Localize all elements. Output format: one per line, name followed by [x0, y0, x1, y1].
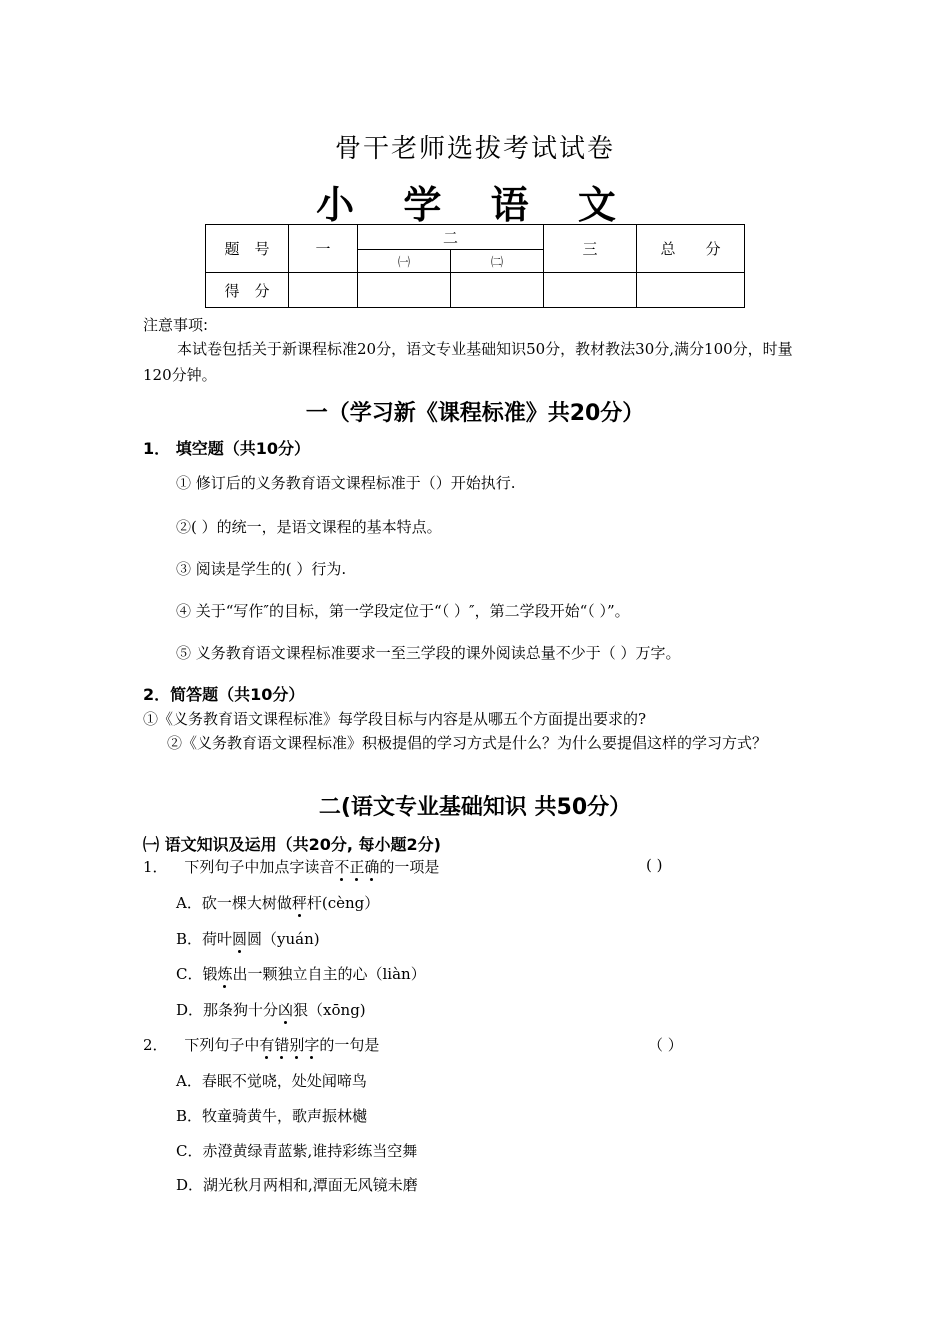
option-text: 圆（yuán)	[247, 930, 320, 948]
short-question-2: ②《义务教育语文课程标准》积极提倡的学习方式是什么？为什么要提倡这样的学习方式？	[167, 734, 768, 752]
score-table-header-2: 二	[358, 225, 544, 250]
question-1-option-a	[176, 892, 379, 913]
section1-title: 一（学习新《课程标准》共20分）	[305, 401, 645, 426]
option-text: A．砍一棵大树做	[176, 894, 292, 912]
question-2-text-post: 的一句是	[319, 1036, 380, 1054]
emphasis-dotted-char: 别	[289, 1036, 305, 1054]
emphasis-dotted-char: 字	[304, 1036, 320, 1054]
score-table-header-2b: ㈡	[451, 250, 544, 273]
question-2-option-a: A．春眠不觉哓，处处闻啼鸟	[176, 1072, 367, 1090]
question-2	[143, 1034, 379, 1055]
question-2-option-c: C．赤澄黄绿青蓝紫,谁持彩练当空舞	[176, 1142, 418, 1160]
option-text: 出一颗独立自主的心（liàn）	[232, 965, 426, 983]
question-2-option-b: B．牧童骑黄牛，歌声振林樾	[176, 1107, 368, 1125]
question-2-option-d: D．湖光秋月两相和,潭面无风镜未磨	[176, 1176, 418, 1194]
score-table-row-label: 得 分	[206, 273, 289, 308]
question-1-dotted	[334, 858, 379, 876]
score-table-header-tihao: 题 号	[206, 225, 289, 273]
emphasis-dotted-char: 错	[274, 1036, 290, 1054]
option-dotted-char: 秤	[291, 894, 307, 912]
option-dotted-char: 凶	[278, 1001, 294, 1019]
emphasis-dotted-char: 不	[334, 858, 350, 876]
question-2-text-pre: 下列句子中	[184, 1036, 260, 1054]
section2-part1-title: ㈠ 语文知识及运用（共20分, 每小题2分)	[143, 835, 441, 854]
option-text: D．那条狗十分	[176, 1001, 279, 1019]
score-cell-2b[interactable]	[451, 273, 544, 308]
score-table-header-2a: ㈠	[358, 250, 451, 273]
question-1-option-b	[176, 928, 320, 949]
score-cell-1[interactable]	[289, 273, 358, 308]
fill-item-3: ③ 阅读是学生的( ）行为.	[176, 560, 347, 578]
question-2-number: 2．	[143, 1036, 168, 1054]
question-1	[143, 856, 439, 877]
exam-title: 骨干老师选拔考试试卷	[334, 134, 615, 164]
short-question-1: ①《义务教育语文课程标准》每学段目标与内容是从哪五个方面提出要求的?	[143, 710, 647, 728]
emphasis-dotted-char: 有	[259, 1036, 275, 1054]
score-cell-3[interactable]	[544, 273, 637, 308]
section1-part2-title: 2．简答题（共10分）	[143, 685, 305, 704]
fill-item-1: ① 修订后的义务教育语文课程标准于（）开始执行.	[176, 474, 516, 492]
question-1-number: 1．	[143, 858, 168, 876]
exam-subject: 小 学 语 文	[316, 183, 634, 227]
notice-heading: 注意事项:	[143, 316, 209, 334]
question-2-answer-paren[interactable]: （ ）	[648, 1036, 683, 1054]
option-text: B．荷叶	[176, 930, 233, 948]
fill-item-5: ⑤ 义务教育语文课程标准要求一至三学段的课外阅读总量不少于（ ）万字。	[176, 644, 681, 662]
question-1-answer-paren[interactable]: ( )	[646, 856, 663, 874]
score-table-header-total: 总 分	[637, 225, 745, 273]
question-1-option-c	[176, 963, 426, 984]
option-dotted-char: 圆	[232, 930, 248, 948]
section1-part1-title: 1． 填空题（共10分）	[143, 439, 310, 458]
question-1-text-post: 的一项是	[379, 858, 440, 876]
score-cell-total[interactable]	[637, 273, 745, 308]
question-1-text-pre: 下列句子中加点字读音	[184, 858, 335, 876]
score-table	[205, 224, 745, 308]
question-1-option-d	[176, 999, 366, 1020]
emphasis-dotted-char: 正	[349, 858, 365, 876]
fill-item-2: ②( ）的统一，是语文课程的基本特点。	[176, 518, 442, 536]
option-text: 狠（xōng)	[293, 1001, 366, 1019]
score-cell-2a[interactable]	[358, 273, 451, 308]
emphasis-dotted-char: 确	[364, 858, 380, 876]
score-table-header-3: 三	[544, 225, 637, 273]
option-text: 杆(cèng）	[306, 894, 380, 912]
question-2-dotted	[259, 1036, 319, 1054]
notice-text: 本试卷包括关于新课程标准20分，语文专业基础知识50分，教材教法30分,满分100分，时量120分钟。	[143, 340, 793, 384]
score-table-header-1: 一	[289, 225, 358, 273]
section2-title: 二(语文专业基础知识 共50分）	[318, 795, 632, 820]
option-text: C．锻	[176, 965, 218, 983]
fill-item-4: ④ 关于“写作″的目标，第一学段定位于“（ ）″，第二学段开始“（ ）”。	[176, 602, 630, 620]
option-dotted-char: 炼	[217, 965, 233, 983]
